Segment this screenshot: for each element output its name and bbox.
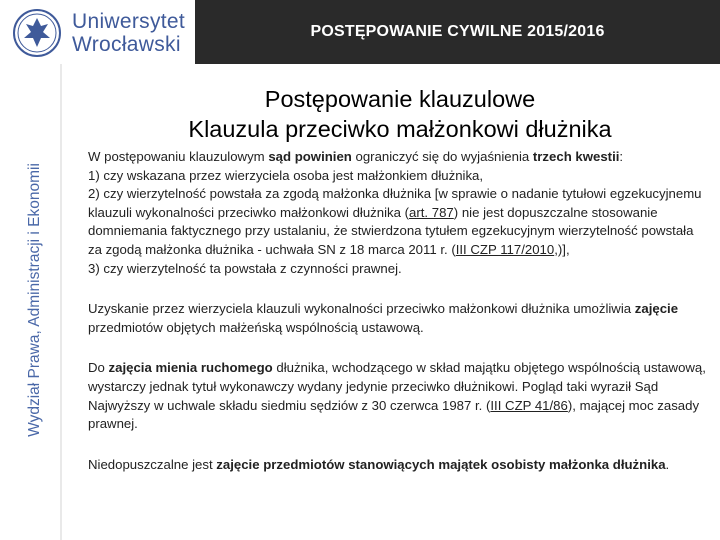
logo-line-1: Uniwersytet <box>72 10 185 33</box>
paragraph-2 <box>88 300 710 337</box>
slide-title-line-2: Klauzula przeciwko małżonkowi dłużnika <box>188 116 612 142</box>
slide-title <box>80 84 720 144</box>
text: przedmiotów objętych małżeńską wspólnością ustawową. <box>88 319 424 335</box>
bold-text: zajęcie <box>634 301 679 317</box>
text: dłużnika, wchodzącego w skład majątku objętego wspólnością ustawową, wystarczy jednak tytuł wykonawczy wydany jedynie przeciwko dłużnikowi. Pogląd taki wyraził Sąd Najwyższy w uchwale składu siedmiu sędziów z 30 czerwca 1987 r. ( <box>88 360 706 413</box>
logo-text <box>72 10 185 56</box>
paragraph-4 <box>88 456 710 475</box>
text: ), mającej moc zasady prawnej. <box>88 397 700 432</box>
text: Niedopuszczalne jest <box>88 456 217 472</box>
article-link[interactable]: art. 787 <box>409 204 454 220</box>
university-logo <box>0 0 195 64</box>
bold-text: sąd powinien <box>268 149 352 164</box>
text: Uzyskanie przez wierzyciela klauzuli wykonalności przeciwko małżonkowi dłużnika umożliwia <box>88 301 635 317</box>
paragraph-3 <box>88 359 710 433</box>
paragraph-1 <box>88 148 710 278</box>
university-emblem-icon <box>12 8 62 58</box>
text: ograniczyć się do wyjaśnienia <box>351 149 533 164</box>
case-link[interactable]: III CZP 117/2010 <box>455 241 555 257</box>
header-title: POSTĘPOWANIE CYWILNE 2015/2016 <box>310 23 605 40</box>
slide-content <box>88 148 710 474</box>
bold-text: trzech kwestii <box>532 149 620 164</box>
text: W postępowaniu klauzulowym <box>88 149 269 164</box>
text: Do <box>88 360 109 376</box>
case-link[interactable]: III CZP 41/86 <box>490 397 568 413</box>
text: : <box>619 149 624 164</box>
list-item-3: 3) czy wierzytelność ta powstała z czynności prawnej. <box>88 260 402 276</box>
list-item-2: 2) czy wierzytelność powstała za zgodą małżonka dłużnika [w sprawie o nadanie tytułowi egzekucyjnemu klauzuli wykonalności przeciwko małżonkowi dłużnika ( <box>88 186 702 220</box>
text: ,)], <box>554 241 570 257</box>
text: ) nie jest dopuszczalne stosowanie domniemania faktycznego przy ustalaniu, że stwierdzona tytułem egzekucyjnym wierzytelność powstała za zgodą małżonka dłużnika - uchwała SN z 18 marca 2011 r. ( <box>88 204 694 257</box>
logo-line-2: Wrocławski <box>72 33 181 56</box>
faculty-label: Wydział Prawa, Administracji i Ekonomii <box>26 163 43 437</box>
text: . <box>665 456 670 472</box>
bold-text: zajęcia mienia ruchomego <box>108 360 273 376</box>
side-divider <box>60 64 62 540</box>
slide-title-line-1: Postępowanie klauzulowe <box>264 86 536 112</box>
list-item-1: 1) czy wskazana przez wierzyciela osoba jest małżonkiem dłużnika, <box>88 167 484 183</box>
bold-text: zajęcie przedmiotów stanowiących majątek osobisty małżonka dłużnika <box>216 456 666 472</box>
